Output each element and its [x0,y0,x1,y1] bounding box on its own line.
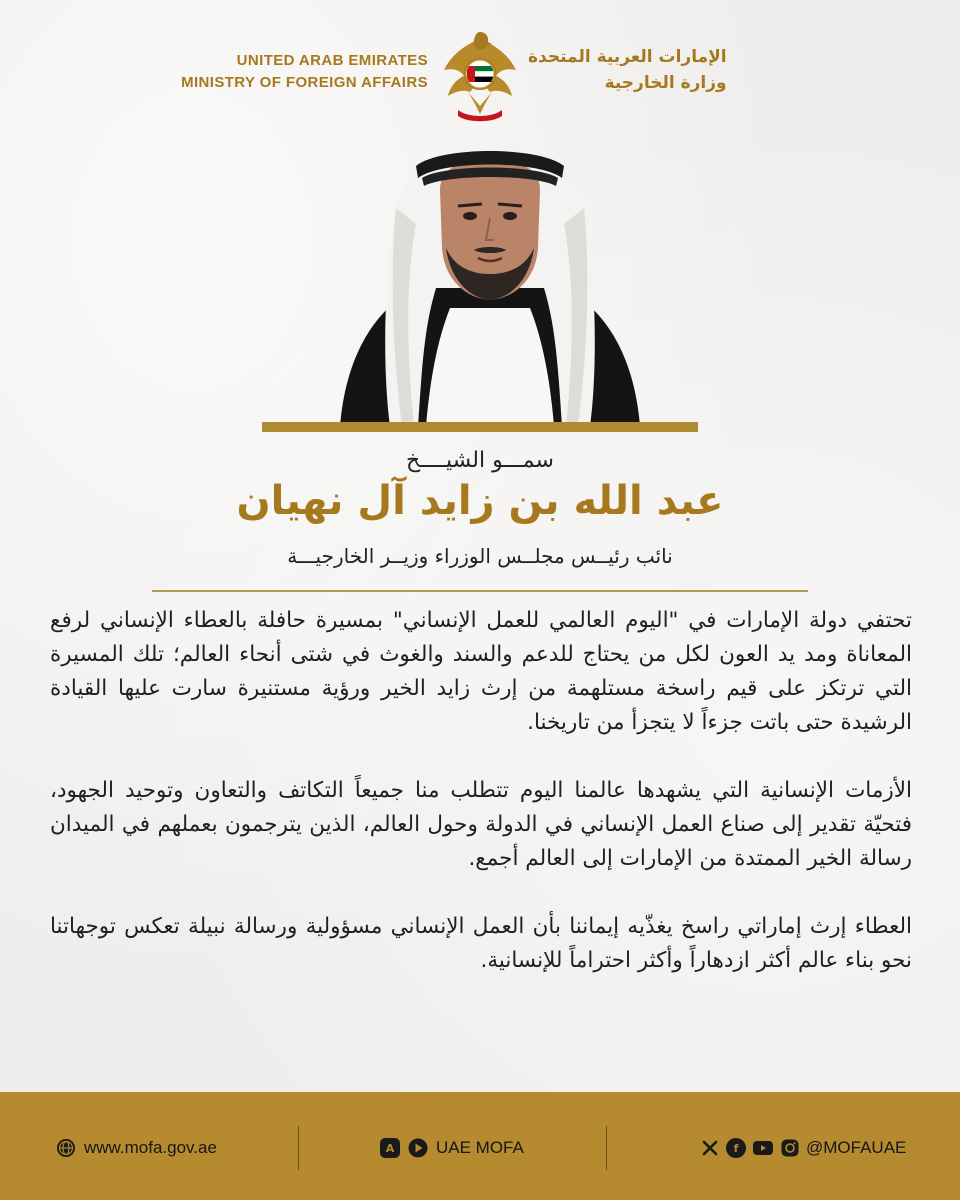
portrait-underline-bar [262,422,698,432]
google-play-icon [408,1138,428,1158]
header-arabic [528,44,727,96]
uae-emblem-icon [440,30,520,124]
header-ar-ministry: وزارة الخارجية [604,73,727,93]
footer-website-link[interactable]: www.mofa.gov.ae [84,1138,217,1157]
portrait-photo [330,128,650,426]
footer-website-group[interactable] [56,1130,217,1166]
instagram-icon[interactable] [780,1138,800,1158]
globe-icon [56,1138,76,1158]
statement-paragraph-3: العطاء إرث إماراتي راسخ يغذّيه إيماننا بأن العمل الإنساني مسؤولية ورسالة نبيلة تعكس توجهاتنا نحو بناء عالم أكثر ازدهاراً وأكثر احتراماً للإنسانية. [50,914,912,973]
divider-rule [152,590,808,592]
person-name: عبد الله بن زايد آل نهيان [236,478,724,524]
youtube-icon[interactable] [752,1138,774,1158]
footer-app-name[interactable]: UAE MOFA [436,1138,524,1157]
facebook-icon[interactable]: f [726,1138,746,1158]
footer-divider-2 [606,1126,607,1170]
footer-social-handle[interactable]: @MOFAUAE [806,1138,907,1157]
app-store-icon: A [380,1138,400,1158]
x-twitter-icon[interactable] [700,1138,720,1158]
honorific-title: سمـــو الشيــــخ [406,448,554,473]
header-english [181,50,428,94]
statement-paragraph-2: الأزمات الإنسانية التي يشهدها عالمنا اليوم تتطلب منا جميعاً التكاتف والتعاون وتوحيد الجهود، فتحيّة تقدير إلى صناع العمل الإنساني في الدولة وحول العالم، الذين يترجمون بعملهم في الميدان رسالة الخير الممتدة من الإمارات إلى العالم أجمع. [50,778,912,871]
header-en-ministry: MINISTRY OF FOREIGN AFFAIRS [181,74,428,91]
footer-divider-1 [298,1126,299,1170]
header-en-country: UNITED ARAB EMIRATES [236,52,428,69]
statement-paragraph-1: تحتفي دولة الإمارات في "اليوم العالمي للعمل الإنساني" بمسيرة حافلة بالعطاء الإنساني لرفع المعاناة ومد يد العون لكل من يحتاج للدعم والسند والغوث في شتى أنحاء العالم؛ تلك المسيرة التي ترتكز على قيم راسخة مستلهمة من إرث زايد الخير ورؤية مستنيرة سارت عليها القيادة الرشيدة حتى باتت جزءاً لا يتجزأ من تاريخنا. [50,608,912,735]
footer-social-group[interactable] [700,1130,906,1166]
statement-body [50,604,912,1012]
person-role: نائب رئيــس مجلــس الوزراء وزيــر الخارجيـــة [287,544,673,568]
header-ar-country: الإمارات العربية المتحدة [528,47,727,67]
footer-app-group[interactable] [380,1130,524,1166]
